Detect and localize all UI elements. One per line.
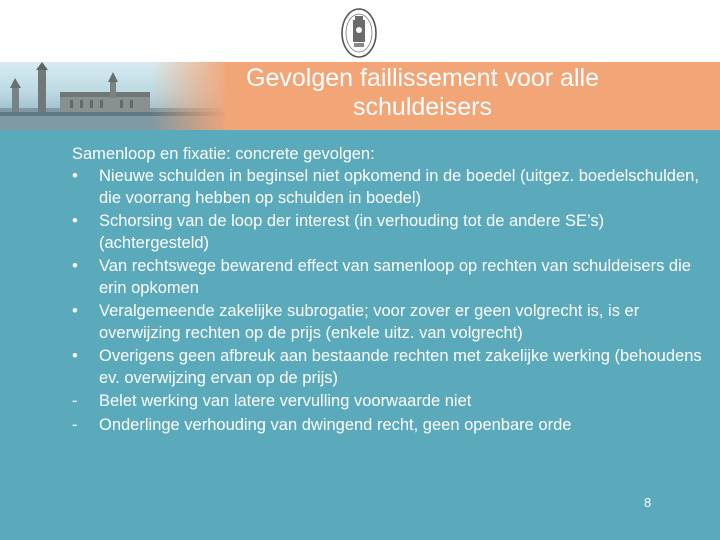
list-item bbox=[72, 301, 702, 344]
bullet-text: Belet werking van latere vervulling voorwaarde niet bbox=[99, 392, 472, 410]
bullet-text: Schorsing van de loop der interest (in verhouding tot de andere SE’s) (achtergesteld) bbox=[99, 212, 605, 252]
list-item bbox=[72, 391, 702, 413]
slide-title: Gevolgen faillissement voor alle schuldeisers bbox=[246, 64, 599, 121]
bullet-marker: • bbox=[72, 257, 78, 275]
list-item bbox=[72, 166, 702, 209]
university-seal-icon bbox=[340, 6, 378, 60]
bullet-list bbox=[72, 166, 702, 436]
list-item bbox=[72, 346, 702, 389]
page-number: 8 bbox=[644, 495, 652, 510]
dash-marker: - bbox=[72, 415, 78, 434]
header-band bbox=[0, 62, 720, 130]
bullet-text: Onderlinge verhouding van dwingend recht, geen openbare orde bbox=[99, 415, 572, 434]
bullet-marker: • bbox=[72, 347, 78, 365]
body-text bbox=[72, 142, 702, 438]
intro-text: Samenloop en fixatie: concrete gevolgen: bbox=[72, 145, 375, 163]
bullet-marker: • bbox=[72, 302, 78, 320]
list-item bbox=[72, 211, 702, 254]
list-item bbox=[72, 415, 702, 437]
dash-marker: - bbox=[72, 392, 78, 410]
bullet-marker: • bbox=[72, 212, 78, 230]
list-item bbox=[72, 256, 702, 299]
bullet-text: Van rechtswege bewarend effect van samenloop op rechten van schuldeisers die erin opkomen bbox=[99, 257, 691, 297]
bullet-text: Veralgemeende zakelijke subrogatie; voor zover er geen volgrecht is, is er overwijzing rechten op de prijs (enkele uitz. van volgrecht) bbox=[99, 302, 640, 342]
bullet-text: Overigens geen afbreuk aan bestaande rechten met zakelijke werking (behoudens ev. overwijzing ervan op de prijs) bbox=[99, 347, 702, 387]
bullet-text: Nieuwe schulden in beginsel niet opkomend in de boedel (uitgez. boedelschulden, die voorrang hebben op schulden in boedel) bbox=[99, 167, 699, 207]
bullet-marker: • bbox=[72, 167, 78, 185]
